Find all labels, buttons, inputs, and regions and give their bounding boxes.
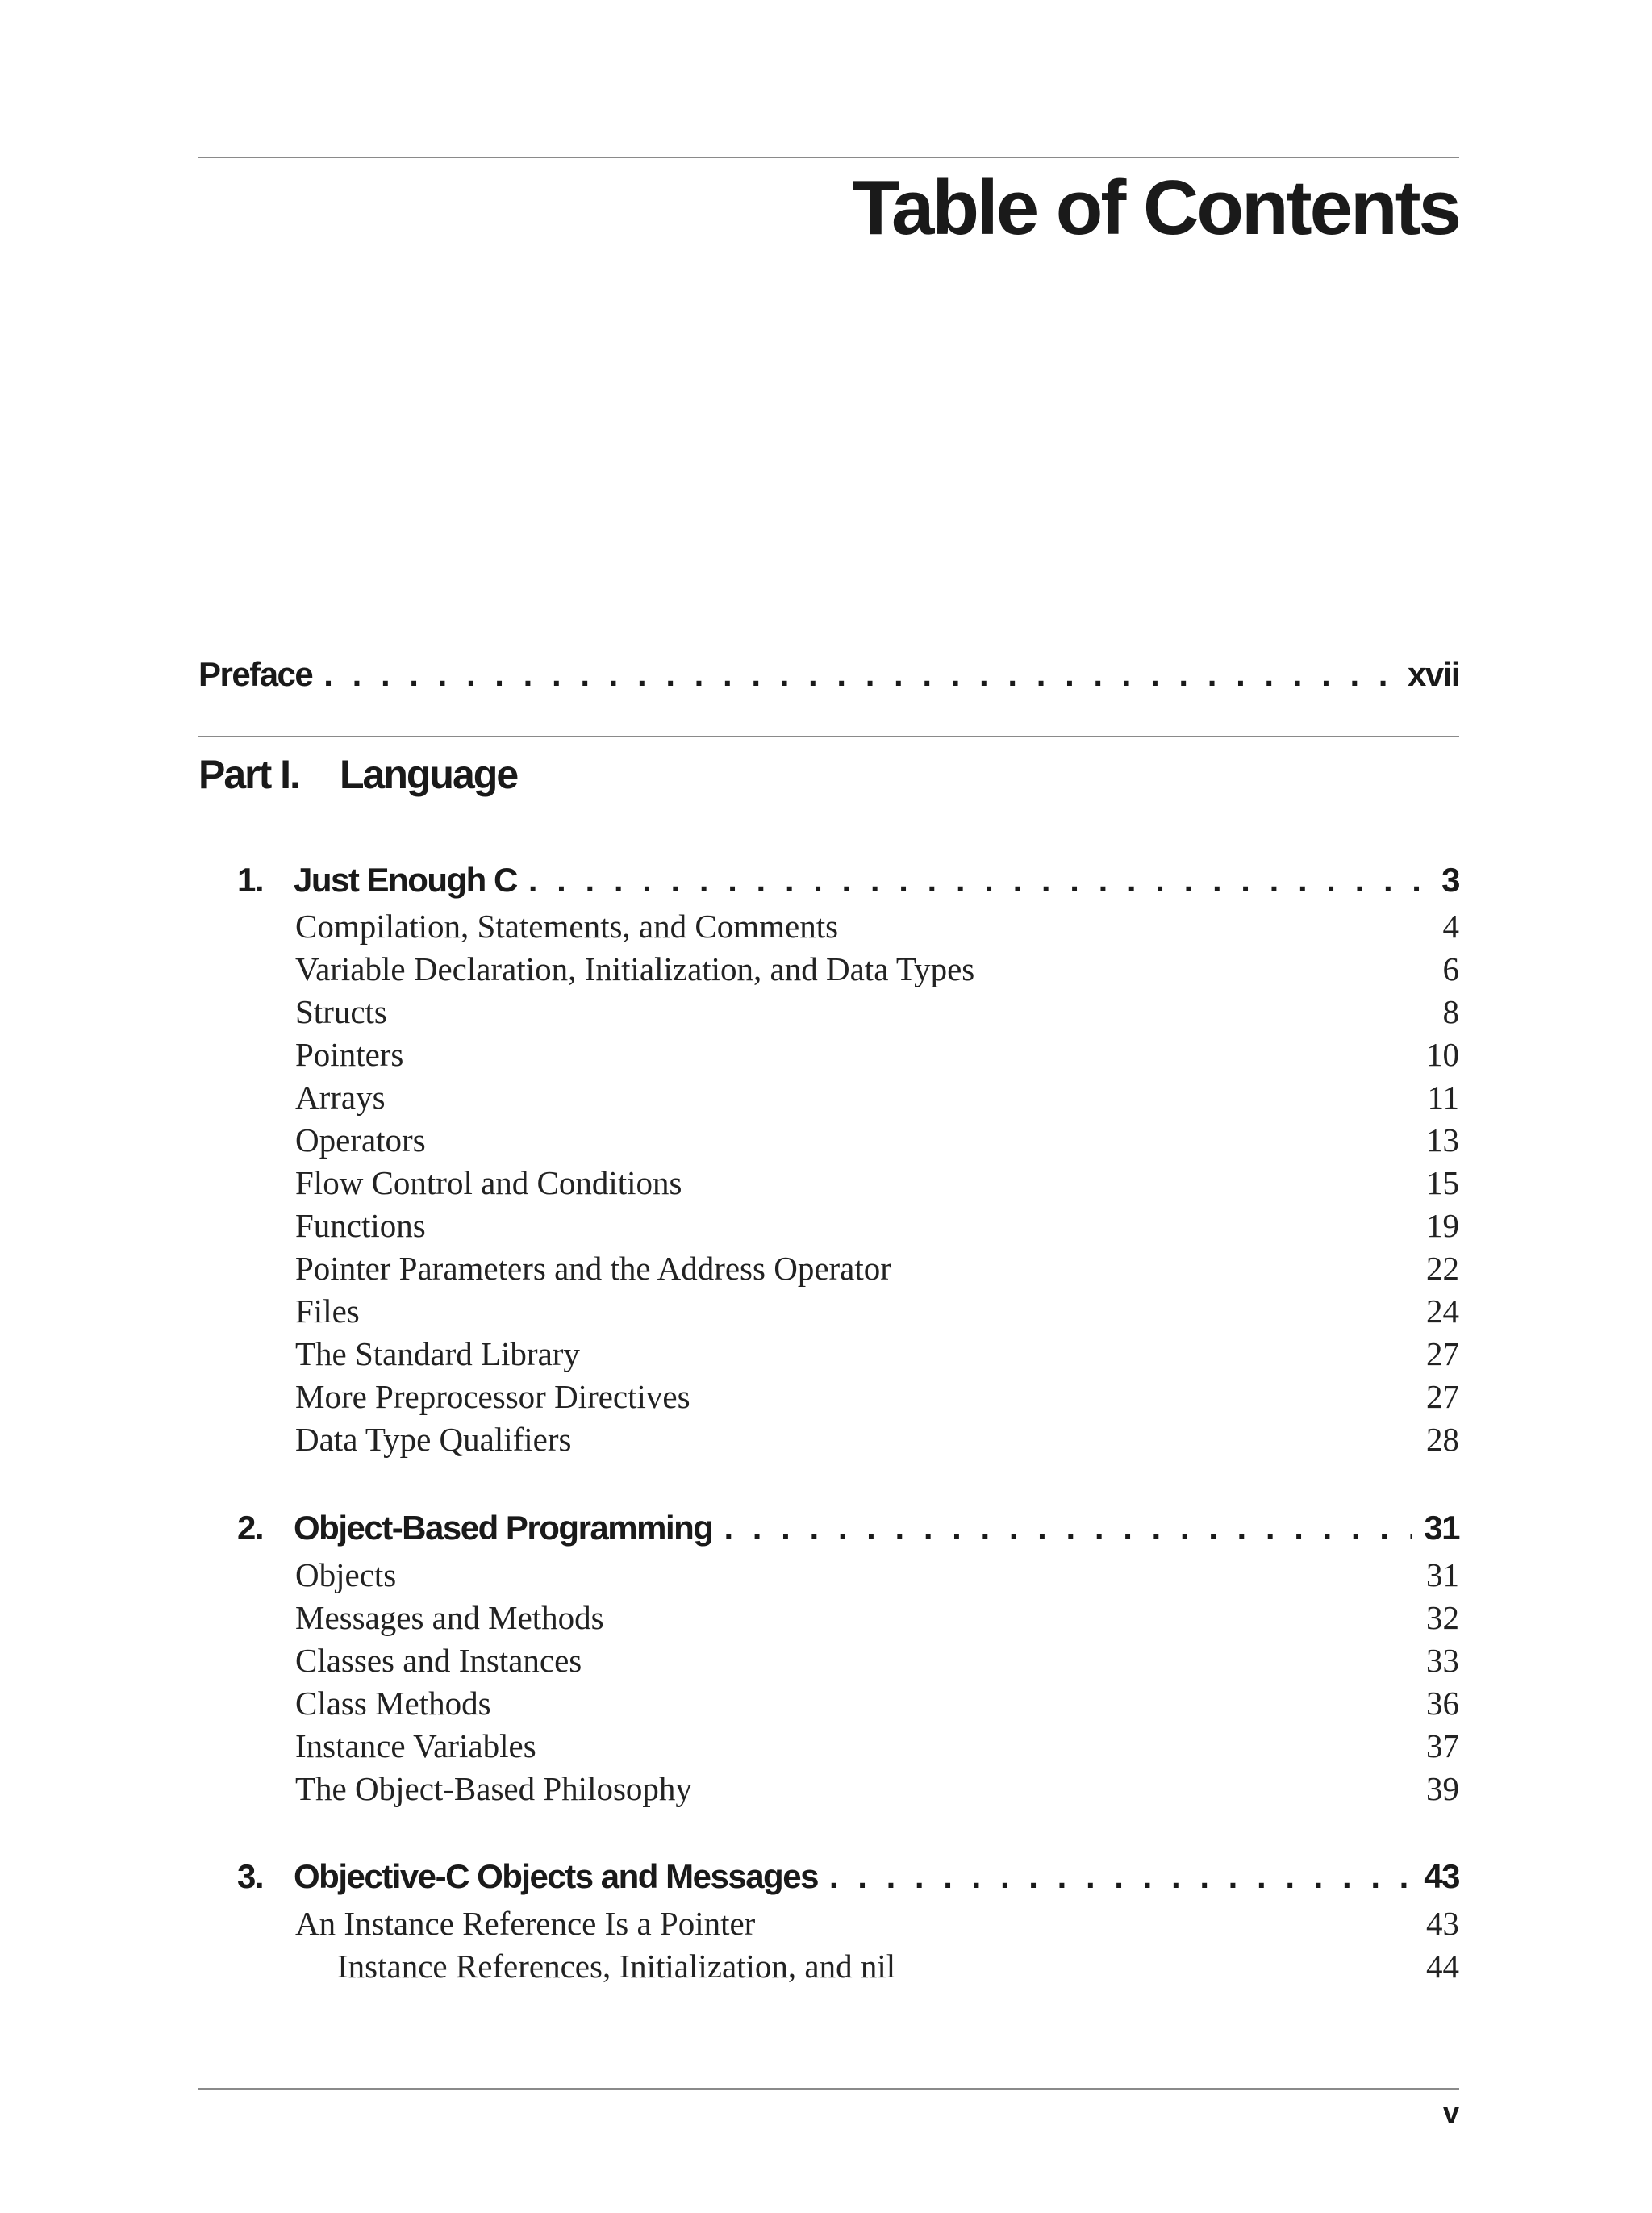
section-label: An Instance Reference Is a Pointer	[295, 1905, 756, 1942]
section-page: 39	[1426, 1770, 1459, 1807]
section-page: 8	[1442, 993, 1459, 1030]
section-label: Flow Control and Conditions	[295, 1164, 682, 1201]
toc-entry-preface[interactable]	[198, 655, 1459, 693]
toc-section[interactable]	[295, 1423, 1459, 1456]
section-page: 15	[1426, 1164, 1459, 1201]
toc-section[interactable]	[295, 993, 1459, 1030]
subsection-label: Instance References, Initialization, and nil	[337, 1948, 896, 1985]
page-number: v	[1442, 2096, 1459, 2129]
section-page: 32	[1426, 1599, 1459, 1636]
chapter-number: 2.	[237, 1509, 264, 1547]
chapter-number: 1.	[237, 861, 264, 899]
chapter-title: Objective-C Objects and Messages	[294, 1857, 818, 1895]
page-title: Table of Contents	[852, 165, 1459, 251]
section-label: Objects	[295, 1556, 397, 1593]
toc-section[interactable]	[295, 1335, 1459, 1372]
chapter-page: 43	[1424, 1857, 1459, 1895]
dot-leader	[724, 1511, 1412, 1545]
section-label: The Object-Based Philosophy	[295, 1770, 692, 1807]
toc-section[interactable]	[295, 1252, 1459, 1285]
section-page: 10	[1426, 1036, 1459, 1073]
toc-section[interactable]	[295, 1380, 1459, 1413]
section-label: Arrays	[295, 1079, 386, 1116]
chapter-page: 31	[1424, 1509, 1459, 1547]
section-page: 24	[1426, 1292, 1459, 1330]
chapter-number: 3.	[237, 1857, 264, 1895]
dot-leader	[323, 658, 1396, 691]
chapter-title: Object-Based Programming	[294, 1509, 713, 1547]
part-number: Part I.	[198, 752, 299, 797]
toc-section[interactable]	[295, 1687, 1459, 1720]
toc-section[interactable]	[295, 1209, 1459, 1242]
section-page: 36	[1426, 1685, 1459, 1722]
toc-section[interactable]	[295, 910, 1459, 943]
section-label: Files	[295, 1292, 360, 1330]
top-rule	[198, 157, 1459, 158]
section-page: 22	[1426, 1250, 1459, 1287]
bottom-rule	[198, 2088, 1459, 2090]
section-label: More Preprocessor Directives	[295, 1378, 690, 1415]
toc-section[interactable]	[295, 1907, 1459, 1940]
section-page: 27	[1426, 1378, 1459, 1415]
section-label: Class Methods	[295, 1685, 491, 1722]
toc-section[interactable]	[295, 1601, 1459, 1635]
section-label: Data Type Qualifiers	[295, 1421, 572, 1458]
dot-leader	[829, 1860, 1412, 1894]
toc-section[interactable]	[295, 1556, 1459, 1593]
toc-section[interactable]	[295, 1727, 1459, 1764]
toc-subsection[interactable]	[337, 1950, 1459, 1983]
section-label: Messages and Methods	[295, 1599, 604, 1636]
section-label: Pointers	[295, 1036, 404, 1073]
preface-page: xvii	[1407, 655, 1459, 693]
part-title: Language	[340, 752, 518, 797]
section-page: 27	[1426, 1335, 1459, 1372]
section-page: 11	[1427, 1079, 1459, 1116]
chapter-page: 3	[1441, 861, 1459, 899]
section-label: Variable Declaration, Initialization, and Data Types	[295, 950, 975, 987]
section-page: 37	[1426, 1727, 1459, 1764]
toc-section[interactable]	[295, 950, 1459, 987]
toc-section[interactable]	[295, 1121, 1459, 1159]
toc-section[interactable]	[295, 1772, 1459, 1806]
section-label: Structs	[295, 993, 387, 1030]
section-label: Pointer Parameters and the Address Operator	[295, 1250, 891, 1287]
dot-leader	[528, 863, 1430, 897]
section-page: 43	[1426, 1905, 1459, 1942]
toc-section[interactable]	[295, 1292, 1459, 1330]
section-page: 28	[1426, 1421, 1459, 1458]
section-page: 33	[1426, 1642, 1459, 1679]
toc-section[interactable]	[295, 1644, 1459, 1677]
section-page: 31	[1426, 1556, 1459, 1593]
section-label: Functions	[295, 1207, 426, 1244]
section-label: The Standard Library	[295, 1335, 580, 1372]
toc-entry-chapter-1[interactable]	[198, 863, 1459, 897]
section-page: 4	[1442, 908, 1459, 945]
section-label: Compilation, Statements, and Comments	[295, 908, 839, 945]
section-label: Classes and Instances	[295, 1642, 582, 1679]
section-label: Operators	[295, 1121, 426, 1159]
chapter-title: Just Enough C	[294, 861, 517, 899]
toc-section[interactable]	[295, 1164, 1459, 1201]
toc-entry-chapter-2[interactable]	[198, 1511, 1459, 1545]
section-label: Instance Variables	[295, 1727, 536, 1764]
section-page: 19	[1426, 1207, 1459, 1244]
toc-entry-chapter-3[interactable]	[198, 1857, 1459, 1895]
section-page: 6	[1442, 950, 1459, 987]
toc-section[interactable]	[295, 1081, 1459, 1114]
subsection-page: 44	[1426, 1948, 1459, 1985]
part-rule	[198, 736, 1459, 737]
section-page: 13	[1426, 1121, 1459, 1159]
preface-label: Preface	[198, 655, 313, 693]
part-heading	[198, 754, 517, 795]
toc-section[interactable]	[295, 1038, 1459, 1071]
